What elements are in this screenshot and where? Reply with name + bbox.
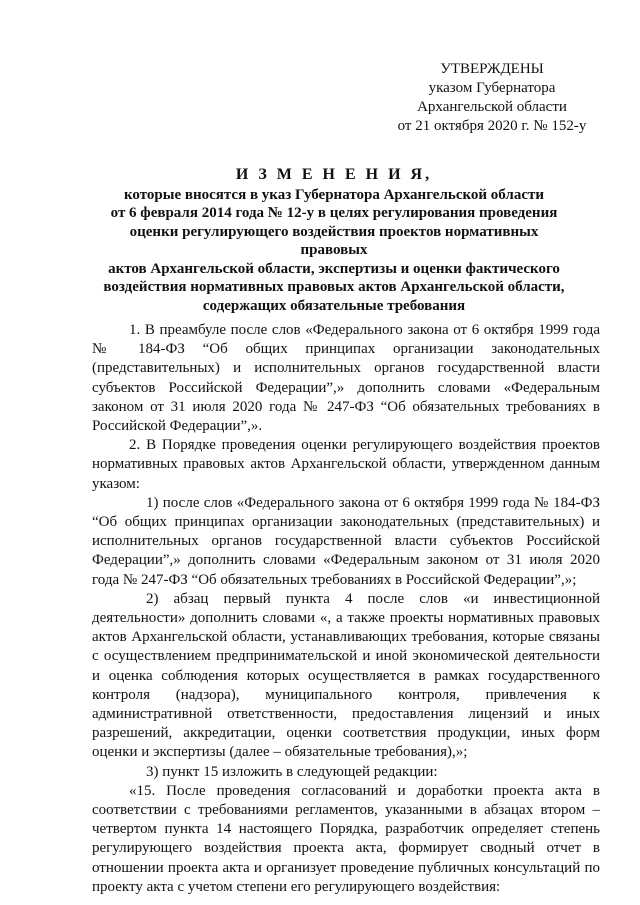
subitem-1: 1) после слов «Федерального закона от 6 октября 1999 года № 184-ФЗ “Об общих принципах организации законодательных (представительных) и исполнительных органов государственной власти субъектов Российской Федерации”,» дополнить словами «Федеральным законом от 31 июля 2020 года № 247-ФЗ “Об обязательных требованиях в Российской Федерации”,»; <box>92 494 600 588</box>
paragraph-2: 2. В Порядке проведения оценки регулирующего воздействия проектов нормативных правовых актов Архангельской области, утвержденном данным указом: <box>92 437 600 492</box>
heading-line: воздействия нормативных правовых актов Архангельской области, <box>103 279 565 295</box>
heading-line: которые вносятся в указ Губернатора Архангельской области <box>123 186 545 203</box>
approval-stamp <box>372 60 612 136</box>
document-heading <box>96 166 572 315</box>
paragraph-1: 1. В преамбуле после слов «Федерального закона от 6 октября 1999 года № 184-ФЗ “Об общих принципах организации законодательных (представительных) и исполнительных органов государственной власти субъектов Российской Федерации”,» дополнить словами «Федеральным законом от 31 июля 2020 года № 247-ФЗ “Об обязательных требованиях в Российской Федерации”,». <box>92 322 600 435</box>
heading-line: оценки регулирующего воздействия проектов нормативных правовых <box>129 223 539 258</box>
subitem-3: 3) пункт 15 изложить в следующей редакции: <box>146 763 438 780</box>
heading-line: актов Архангельской области, экспертизы и оценки фактического <box>108 260 560 277</box>
approval-line-decree: указом Губернатора <box>428 80 556 96</box>
document-caption: И З М Е Н Е Н И Я, <box>235 166 433 183</box>
document-body <box>92 321 600 897</box>
approval-line-region: Архангельской области <box>417 99 567 115</box>
subitem-2: 2) абзац первый пункта 4 после слов «и инвестиционной деятельности» дополнить словами «, а также проекты нормативных правовых актов Архангельской области, устанавливающих требования, которые связаны с осуществлением предпринимательской и иной экономической деятельности и оценка соблюдения которых осуществляется в рамках государственного контроля (надзора), муниципального контроля, привлечения к административной ответственности, предоставления лицензий и иных разрешений, аккредитации, оценки соответствия продукции, иных форм оценки и экспертизы (далее – обязательные требования),»; <box>92 590 600 761</box>
approval-line-date: от 21 октября 2020 г. № 152-у <box>397 118 587 134</box>
heading-line: содержащих обязательные требования <box>202 297 466 314</box>
paragraph-15-new: «15. После проведения согласований и доработки проекта акта в соответствии с требованиями регламентов, указанными в абзацах втором – четвертом пункта 14 настоящего Порядка, разработчик определяет степень регулирующего воздействия проекта акта, формирует сводный отчет в отношении проекта акта и организует проведение публичных консультаций по проекту акта с учетом степени его регулирующего воздействия: <box>92 782 600 895</box>
approval-title: УТВЕРЖДЕНЫ <box>440 61 544 77</box>
heading-line: от 6 февраля 2014 года № 12-у в целях регулирования проведения <box>110 205 558 221</box>
